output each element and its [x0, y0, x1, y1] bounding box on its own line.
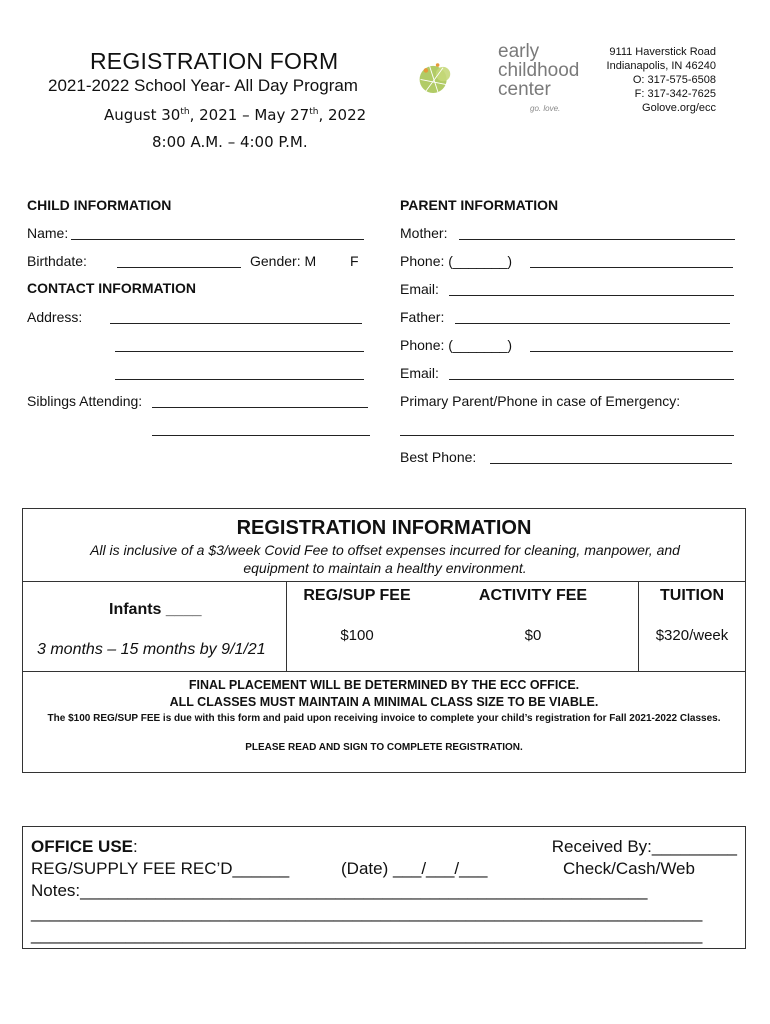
- table-top-border: [23, 581, 745, 582]
- col-activity-fee: ACTIVITY FEE: [478, 587, 588, 604]
- best-phone-label: Best Phone:: [400, 449, 477, 465]
- office-use-heading: OFFICE USE:: [31, 837, 138, 856]
- name-label: Name:: [27, 225, 69, 241]
- infants-checkbox-label[interactable]: Infants ____: [109, 601, 202, 618]
- logo-tagline: go. love.: [530, 104, 561, 113]
- covid-fee-note: All is inclusive of a $3/week Covid Fee to offset expenses incurred for cleaning, manpower, and equipment to maintain a healthy environment.: [90, 542, 680, 576]
- class-size-notice: ALL CLASSES MUST MAINTAIN A MINIMAL CLASS SIZE TO BE VIABLE.: [169, 695, 599, 709]
- father-label: Father:: [400, 309, 445, 325]
- emergency-label: Primary Parent/Phone in case of Emergency:: [400, 393, 681, 409]
- logo-circle-dot: [436, 63, 440, 67]
- address-label: Address:: [27, 309, 83, 325]
- contact-info-heading: CONTACT INFORMATION: [27, 280, 197, 296]
- table-bottom-border: [23, 671, 745, 672]
- mother-field[interactable]: [459, 239, 735, 240]
- notes-field[interactable]: Notes:____________________________________________________________: [31, 881, 648, 900]
- activity-fee-value: $0: [524, 627, 542, 644]
- siblings-field-2[interactable]: [152, 435, 370, 436]
- father-email-label: Email:: [400, 365, 439, 381]
- father-phone-label: Phone: (_______): [400, 337, 513, 353]
- siblings-label: Siblings Attending:: [27, 393, 143, 409]
- infants-age-range: 3 months – 15 months by 9/1/21: [37, 641, 266, 658]
- sign-notice: PLEASE READ AND SIGN TO COMPLETE REGISTRATION.: [245, 742, 523, 753]
- gender-label[interactable]: Gender: M: [250, 253, 317, 269]
- registration-title: REGISTRATION INFORMATION: [236, 517, 532, 539]
- form-subtitle: 2021-2022 School Year- All Day Program: [48, 76, 358, 95]
- date-field[interactable]: (Date) ___/___/___: [341, 859, 488, 878]
- ecc-logo: [416, 40, 498, 118]
- received-by-field[interactable]: Received By:_________: [551, 837, 737, 856]
- logo-circle-accent: [424, 68, 429, 73]
- col-tuition: TUITION: [660, 587, 724, 604]
- name-field[interactable]: [71, 239, 364, 240]
- father-email-field[interactable]: [449, 379, 734, 380]
- reg-supply-fee-field[interactable]: REG/SUPPLY FEE REC’D______: [31, 859, 290, 878]
- center-address: 9111 Haverstick Road Indianapolis, IN 46240 O: 317-575-6508 F: 317-342-7625 Golove.org/ecc: [606, 46, 716, 114]
- child-info-heading: CHILD INFORMATION: [27, 197, 172, 213]
- col-reg-sup-fee: REG/SUP FEE: [303, 587, 411, 604]
- father-field[interactable]: [455, 323, 730, 324]
- form-title: REGISTRATION FORM: [90, 48, 339, 74]
- mother-label: Mother:: [400, 225, 448, 241]
- address-field-2[interactable]: [115, 351, 364, 352]
- birthdate-field[interactable]: [117, 267, 241, 268]
- payment-method: Check/Cash/Web: [563, 859, 695, 878]
- office-use-box: [22, 826, 746, 949]
- notes-line-2[interactable]: _______________________________________________________________________: [31, 903, 703, 922]
- siblings-field-1[interactable]: [152, 407, 368, 408]
- final-placement-notice: FINAL PLACEMENT WILL BE DETERMINED BY THE ECC OFFICE.: [188, 678, 580, 692]
- logo-wordmark: early childhood center: [498, 41, 580, 100]
- best-phone-field[interactable]: [490, 463, 732, 464]
- mother-phone-label: Phone: (_______): [400, 253, 513, 269]
- father-phone-field[interactable]: [530, 351, 733, 352]
- reg-sup-fee-value: $100: [340, 627, 374, 644]
- program-dates: August 30th, 2021 – May 27th, 2022: [104, 106, 367, 124]
- address-field-3[interactable]: [115, 379, 364, 380]
- program-hours: 8:00 A.M. – 4:00 P.M.: [152, 133, 308, 151]
- notes-line-3[interactable]: _______________________________________________________________________: [31, 925, 703, 944]
- mother-phone-field[interactable]: [530, 267, 733, 268]
- gender-f-option[interactable]: F: [350, 253, 359, 269]
- emergency-field[interactable]: [400, 435, 734, 436]
- registration-info-box: [22, 508, 746, 773]
- parent-info-heading: PARENT INFORMATION: [400, 197, 559, 213]
- fee-due-notice: The $100 REG/SUP FEE is due with this form and paid upon receiving invoice to complete your child’s registration for Fall 2021-2022 Classes.: [47, 713, 721, 724]
- mother-email-label: Email:: [400, 281, 439, 297]
- birthdate-label: Birthdate:: [27, 253, 87, 269]
- mother-email-field[interactable]: [449, 295, 734, 296]
- tuition-value: $320/week: [655, 627, 729, 644]
- address-field-1[interactable]: [110, 323, 362, 324]
